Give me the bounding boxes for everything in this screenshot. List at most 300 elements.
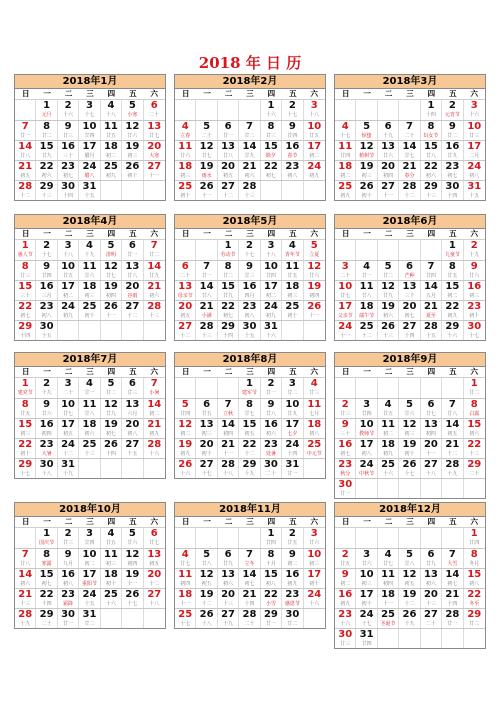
day-number: 5 xyxy=(203,121,211,132)
empty-cell xyxy=(378,240,399,260)
day-number: 20 xyxy=(221,161,236,172)
day-number: 4 xyxy=(363,261,371,272)
lunar-date: 初二 xyxy=(265,293,276,299)
day-cell xyxy=(36,301,57,320)
lunar-date: 十六 xyxy=(63,112,74,118)
day-cell xyxy=(399,321,420,340)
lunar-date: 十七 xyxy=(404,471,415,477)
day-cell xyxy=(144,161,165,180)
week-row xyxy=(335,548,485,568)
day-number: 18 xyxy=(178,589,193,600)
day-cell xyxy=(304,569,325,588)
day-cell xyxy=(421,549,442,568)
day-cell xyxy=(218,399,239,418)
day-cell xyxy=(261,419,282,438)
day-cell xyxy=(175,141,196,160)
lunar-date: 廿八 xyxy=(425,153,436,159)
day-cell xyxy=(442,321,463,340)
day-cell xyxy=(335,399,356,418)
day-cell xyxy=(122,439,143,458)
day-number: 15 xyxy=(242,419,257,430)
lunar-date: 二月 xyxy=(469,153,480,159)
day-number: 5 xyxy=(363,121,371,132)
lunar-date: 春节 xyxy=(287,153,298,159)
day-number: 30 xyxy=(338,479,353,490)
lunar-date: 廿六 xyxy=(469,273,480,279)
lunar-date: 十二 xyxy=(223,193,234,199)
week-row xyxy=(175,140,325,160)
day-number: 5 xyxy=(128,528,136,539)
weekday-label: 日 xyxy=(21,367,30,376)
day-cell xyxy=(421,589,442,608)
day-cell xyxy=(421,121,442,140)
day-cell xyxy=(399,161,420,180)
day-number: 20 xyxy=(147,141,162,152)
lunar-date: 十五 xyxy=(425,333,436,339)
week-row xyxy=(15,160,165,180)
day-number: 27 xyxy=(147,589,162,600)
day-number: 26 xyxy=(199,609,214,620)
day-cell xyxy=(464,181,485,200)
day-cell xyxy=(239,281,260,300)
day-number: 24 xyxy=(467,161,482,172)
day-cell xyxy=(175,161,196,180)
day-number: 25 xyxy=(381,459,396,470)
day-cell xyxy=(36,121,57,140)
day-cell xyxy=(356,589,377,608)
weekday-label: 五 xyxy=(449,89,457,98)
lunar-date: 腊月 xyxy=(84,153,95,159)
day-number: 16 xyxy=(242,281,257,292)
day-number: 23 xyxy=(285,589,300,600)
day-cell xyxy=(101,161,122,180)
lunar-date: 十一 xyxy=(149,173,160,179)
lunar-date: 处暑 xyxy=(265,451,276,457)
day-cell xyxy=(175,399,196,418)
day-number: 2 xyxy=(43,240,51,251)
day-number: 29 xyxy=(221,321,236,332)
day-cell xyxy=(421,181,442,200)
day-number: 11 xyxy=(381,419,396,430)
day-cell xyxy=(378,399,399,418)
lunar-date: 初五 xyxy=(244,431,255,437)
day-number: 3 xyxy=(341,261,349,272)
day-cell xyxy=(335,301,356,320)
lunar-date: 廿七 xyxy=(149,540,160,546)
day-cell xyxy=(144,528,165,548)
weekday-label: 三 xyxy=(246,367,254,376)
weekday-label: 二 xyxy=(64,89,73,98)
lunar-date: 立夏 xyxy=(309,252,320,258)
day-cell xyxy=(378,281,399,300)
day-cell xyxy=(261,141,282,160)
empty-cell xyxy=(15,528,36,548)
day-cell xyxy=(356,609,377,628)
lunar-date: 十三 xyxy=(201,333,212,339)
lunar-date: 初二 xyxy=(180,431,191,437)
day-cell xyxy=(282,459,303,478)
day-number: 11 xyxy=(338,141,353,152)
lunar-date: 初三 xyxy=(105,561,116,567)
lunar-date: 十三 xyxy=(469,451,480,457)
day-number: 2 xyxy=(288,100,296,111)
lunar-date: 十八 xyxy=(201,621,212,627)
day-cell xyxy=(196,399,217,418)
week-row xyxy=(15,608,165,628)
lunar-date: 十六 xyxy=(105,601,116,607)
lunar-date: 白露 xyxy=(469,411,480,417)
day-cell xyxy=(122,589,143,608)
day-number: 6 xyxy=(181,261,189,272)
lunar-date: 初七 xyxy=(41,581,52,587)
day-cell xyxy=(261,589,282,608)
day-cell xyxy=(79,589,100,608)
day-number: 1 xyxy=(448,240,456,251)
day-cell xyxy=(399,549,420,568)
lunar-date: 立春 xyxy=(180,133,191,139)
day-number: 23 xyxy=(338,459,353,470)
month-calendar xyxy=(14,352,166,479)
day-cell xyxy=(442,281,463,300)
day-number: 6 xyxy=(224,549,232,560)
day-number: 22 xyxy=(263,161,278,172)
day-cell xyxy=(101,261,122,280)
day-number: 27 xyxy=(423,609,438,620)
lunar-date: 十七 xyxy=(287,112,298,118)
day-number: 4 xyxy=(310,378,318,389)
day-number: 28 xyxy=(402,181,417,192)
day-number: 22 xyxy=(39,589,54,600)
day-cell xyxy=(218,589,239,608)
lunar-date: 小雪 xyxy=(265,601,276,607)
day-cell xyxy=(261,549,282,568)
day-number: 19 xyxy=(359,161,374,172)
day-cell xyxy=(442,100,463,120)
weekday-label: 二 xyxy=(224,367,233,376)
lunar-date: 初四 xyxy=(105,293,116,299)
lunar-date: 初十 xyxy=(309,581,320,587)
day-cell xyxy=(144,399,165,418)
lunar-date: 儿童节 xyxy=(444,252,460,258)
day-cell xyxy=(218,439,239,458)
weekday-label: 五 xyxy=(129,89,137,98)
month-calendar xyxy=(174,214,326,341)
day-number: 11 xyxy=(82,261,97,272)
day-number: 13 xyxy=(199,419,214,430)
day-number: 29 xyxy=(242,459,257,470)
lunar-date: 初二 xyxy=(84,561,95,567)
empty-cell xyxy=(356,528,377,548)
day-number: 30 xyxy=(242,321,257,332)
day-number: 3 xyxy=(64,378,72,389)
day-cell xyxy=(464,321,485,340)
day-cell xyxy=(335,609,356,628)
lunar-date: 廿九 xyxy=(149,273,160,279)
lunar-date: 廿五 xyxy=(447,273,458,279)
day-cell xyxy=(79,240,100,260)
day-cell xyxy=(196,459,217,478)
weekday-label: 三 xyxy=(246,89,254,98)
day-number: 8 xyxy=(21,261,29,272)
lunar-date: 十九 xyxy=(20,621,31,627)
day-number: 3 xyxy=(363,549,371,560)
lunar-date: 十三 xyxy=(425,601,436,607)
lunar-date: 十二 xyxy=(20,193,31,199)
lunar-date: 十一 xyxy=(383,601,394,607)
day-number: 3 xyxy=(470,100,478,111)
day-cell xyxy=(218,569,239,588)
day-number: 26 xyxy=(125,161,140,172)
day-number: 30 xyxy=(467,321,482,332)
month-calendar xyxy=(334,502,486,649)
lunar-date: 十六 xyxy=(383,471,394,477)
lunar-date: 廿四 xyxy=(41,273,52,279)
day-number: 18 xyxy=(338,161,353,172)
lunar-date: 二十 xyxy=(244,621,255,627)
empty-cell xyxy=(442,528,463,548)
lunar-date: 初十 xyxy=(84,313,95,319)
day-number: 29 xyxy=(39,181,54,192)
day-cell xyxy=(261,161,282,180)
day-number: 7 xyxy=(21,549,29,560)
day-number: 9 xyxy=(267,399,275,410)
lunar-date: 初七 xyxy=(63,173,74,179)
day-number: 27 xyxy=(423,459,438,470)
week-row xyxy=(175,528,325,548)
weekday-header xyxy=(335,229,485,240)
weekday-label: 三 xyxy=(246,229,254,238)
day-cell xyxy=(36,399,57,418)
day-cell xyxy=(335,459,356,478)
week-row xyxy=(175,100,325,120)
lunar-date: 十九 xyxy=(383,133,394,139)
lunar-date: 初七 xyxy=(105,431,116,437)
lunar-date: 十一 xyxy=(105,313,116,319)
lunar-date: 初十 xyxy=(127,173,138,179)
day-number: 19 xyxy=(381,301,396,312)
empty-cell xyxy=(175,100,196,120)
day-cell xyxy=(36,589,57,608)
lunar-date: 廿八 xyxy=(20,153,31,159)
day-number: 27 xyxy=(402,321,417,332)
empty-cell xyxy=(101,609,122,628)
week-row xyxy=(335,628,485,648)
weekday-header xyxy=(175,517,325,528)
day-number: 12 xyxy=(103,399,118,410)
lunar-date: 初十 xyxy=(287,313,298,319)
day-number: 18 xyxy=(103,569,118,580)
lunar-date: 初十 xyxy=(201,451,212,457)
lunar-date: 元宵节 xyxy=(444,112,460,118)
empty-cell xyxy=(378,100,399,120)
lunar-date: 廿二 xyxy=(383,273,394,279)
lunar-date: 十八 xyxy=(63,252,74,258)
day-cell xyxy=(36,141,57,160)
day-cell xyxy=(101,399,122,418)
lunar-date: 初三 xyxy=(361,581,372,587)
day-cell xyxy=(442,181,463,200)
week-row xyxy=(335,260,485,280)
day-cell xyxy=(282,528,303,548)
day-cell xyxy=(378,261,399,280)
lunar-date: 初八 xyxy=(244,313,255,319)
day-cell xyxy=(58,301,79,320)
day-number: 26 xyxy=(103,301,118,312)
month-calendar xyxy=(14,74,166,201)
lunar-date: 廿五 xyxy=(309,133,320,139)
weekday-label: 四 xyxy=(107,89,116,98)
day-number: 20 xyxy=(402,301,417,312)
day-number: 23 xyxy=(263,439,278,450)
weekday-label: 二 xyxy=(224,229,233,238)
lunar-date: 初二 xyxy=(105,153,116,159)
day-number: 1 xyxy=(43,528,51,539)
day-number: 16 xyxy=(39,281,54,292)
lunar-date: 廿四 xyxy=(265,273,276,279)
day-cell xyxy=(218,261,239,280)
lunar-date: 劳动节 xyxy=(220,252,236,258)
day-cell xyxy=(196,549,217,568)
empty-cell xyxy=(442,479,463,498)
weekday-label: 四 xyxy=(427,517,436,526)
day-number: 31 xyxy=(82,181,97,192)
lunar-date: 廿二 xyxy=(287,390,298,396)
day-cell xyxy=(304,589,325,608)
lunar-date: 十三 xyxy=(149,313,160,319)
day-cell xyxy=(79,439,100,458)
day-number: 28 xyxy=(18,181,33,192)
lunar-date: 廿五 xyxy=(340,561,351,567)
day-cell xyxy=(304,141,325,160)
lunar-date: 初三 xyxy=(309,561,320,567)
weekday-label: 四 xyxy=(267,229,276,238)
day-number: 6 xyxy=(128,378,136,389)
day-cell xyxy=(239,240,260,260)
day-cell xyxy=(58,100,79,120)
day-cell xyxy=(196,301,217,320)
day-cell xyxy=(239,301,260,320)
day-number: 14 xyxy=(221,419,236,430)
day-number: 5 xyxy=(406,399,413,410)
day-cell xyxy=(464,549,485,568)
day-number: 21 xyxy=(18,589,33,600)
lunar-date: 初三 xyxy=(201,431,212,437)
day-cell xyxy=(196,439,217,458)
empty-cell xyxy=(218,528,239,548)
day-cell xyxy=(175,181,196,200)
empty-cell xyxy=(282,181,303,200)
day-number: 24 xyxy=(359,609,374,620)
day-number: 16 xyxy=(285,141,300,152)
day-number: 30 xyxy=(39,321,54,332)
month-calendar xyxy=(174,352,326,479)
lunar-date: 廿六 xyxy=(309,540,320,546)
lunar-date: 小暑 xyxy=(149,390,160,396)
day-number: 15 xyxy=(18,281,33,292)
day-cell xyxy=(36,459,57,478)
day-number: 29 xyxy=(445,321,460,332)
lunar-date: 初五 xyxy=(63,431,74,437)
lunar-date: 十八 xyxy=(309,112,320,118)
weekday-label: 日 xyxy=(21,229,30,238)
week-row xyxy=(15,528,165,548)
day-cell xyxy=(464,141,485,160)
day-number: 19 xyxy=(402,439,417,450)
day-number: 25 xyxy=(338,181,353,192)
lunar-date: 廿九 xyxy=(223,561,234,567)
empty-cell xyxy=(79,321,100,340)
day-number: 17 xyxy=(338,301,353,312)
day-number: 2 xyxy=(64,528,72,539)
lunar-date: 初七 xyxy=(265,173,276,179)
week-row xyxy=(15,140,165,160)
lunar-date: 十七 xyxy=(84,112,95,118)
lunar-date: 端午节 xyxy=(359,313,375,319)
day-number: 7 xyxy=(406,121,413,132)
day-cell xyxy=(464,528,485,548)
lunar-date: 初四 xyxy=(223,431,234,437)
day-cell xyxy=(282,161,303,180)
day-number: 11 xyxy=(307,399,322,410)
day-number: 27 xyxy=(125,301,140,312)
lunar-date: 十四 xyxy=(63,193,74,199)
lunar-date: 廿七 xyxy=(201,153,212,159)
weekday-label: 一 xyxy=(203,367,211,376)
day-cell xyxy=(261,121,282,140)
weekday-label: 日 xyxy=(181,229,190,238)
day-number: 30 xyxy=(445,181,460,192)
week-row xyxy=(175,568,325,588)
lunar-date: 十七 xyxy=(20,471,31,477)
lunar-date: 十一 xyxy=(309,313,320,319)
weekday-label: 日 xyxy=(21,89,30,98)
empty-cell xyxy=(399,528,420,548)
lunar-date: 初九 xyxy=(447,313,458,319)
day-cell xyxy=(464,100,485,120)
day-number: 8 xyxy=(246,399,253,410)
lunar-date: 十五 xyxy=(469,193,480,199)
weekday-label: 五 xyxy=(289,367,297,376)
day-number: 3 xyxy=(310,528,318,539)
day-number: 2 xyxy=(341,399,349,410)
day-number: 29 xyxy=(18,321,33,332)
day-cell xyxy=(399,609,420,628)
day-cell xyxy=(58,161,79,180)
day-number: 28 xyxy=(147,301,162,312)
day-cell xyxy=(58,569,79,588)
lunar-date: 立冬 xyxy=(244,561,255,567)
day-cell xyxy=(464,439,485,458)
week-row xyxy=(15,260,165,280)
weekday-label: 五 xyxy=(289,89,297,98)
lunar-date: 初十 xyxy=(105,581,116,587)
lunar-date: 廿八 xyxy=(447,411,458,417)
weekday-label: 一 xyxy=(43,367,51,376)
lunar-date: 十九 xyxy=(63,471,74,477)
day-cell xyxy=(378,121,399,140)
empty-cell xyxy=(421,528,442,548)
day-number: 7 xyxy=(224,399,232,410)
day-number: 26 xyxy=(125,589,140,600)
day-number: 8 xyxy=(267,549,275,560)
weekday-label: 六 xyxy=(150,367,159,376)
lunar-date: 廿一 xyxy=(127,252,138,258)
day-cell xyxy=(58,141,79,160)
empty-cell xyxy=(304,459,325,478)
day-number: 28 xyxy=(221,459,236,470)
weekday-label: 日 xyxy=(181,89,190,98)
lunar-date: 圣诞节 xyxy=(380,621,396,627)
